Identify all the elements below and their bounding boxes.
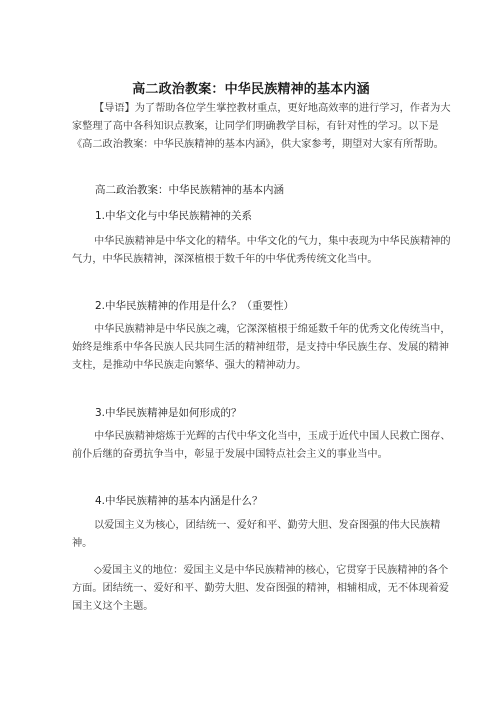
- section-paragraph: ◇爱国主义的地位：爱国主义是中华民族精神的核心，它贯穿于民族精神的各个方面。团结统一、爱好和平、勤劳大胆、发奋图强的精神，相辅相成，无不体现着爱国主义这个主题。: [72, 565, 449, 613]
- section-heading: 3.中华民族精神是如何形成的？: [95, 407, 242, 419]
- section-paragraph: 中华民族精神是中华民族之魂，它深深植根于绵延数千年的优秀文化传统当中，始终是维系中华各民族人民共同生活的精神纽带，是支持中华民族生存、发展的精神支柱，是推动中华民族走向繁华、强大的精神动力。: [72, 324, 451, 372]
- section-heading: 4.中华民族精神的基本内涵是什么？: [95, 495, 263, 507]
- section-paragraph: 中华民族精神是中华文化的精华。中华文化的气力，集中表现为中华民族精神的气力，中华民族精神，深深植根于数千年的中华优秀传统文化当中。: [72, 236, 451, 266]
- subtitle: 高二政治教案：中华民族精神的基本内涵: [95, 184, 284, 196]
- section-paragraph: 中华民族精神熔炼于光辉的古代中华文化当中，玉成于近代中国人民救亡图存、前仆后继的奋勇抗争当中，彰显于发展中国特点社会主义的事业当中。: [72, 431, 451, 461]
- intro-paragraph: 【导语】为了帮助各位学生掌控教材重点，更好地高效率的进行学习，作者为大家整理了高中各科知识点教案，让同学们明确教学目标，有针对性的学习。以下是《高二政治教案：中华民族精神的基本内涵》，供大家参考，期望对大家有所帮助。: [72, 103, 451, 151]
- section-heading: 1.中华文化与中华民族精神的关系: [95, 210, 253, 222]
- section-paragraph: 以爱国主义为核心，团结统一、爱好和平、勤劳大胆、发奋图强的伟大民族精神。: [72, 520, 441, 550]
- section-heading: 2.中华民族精神的作用是什么？（重要性）: [95, 300, 295, 312]
- document-title: 高二政治教案：中华民族精神的基本内涵: [132, 82, 370, 97]
